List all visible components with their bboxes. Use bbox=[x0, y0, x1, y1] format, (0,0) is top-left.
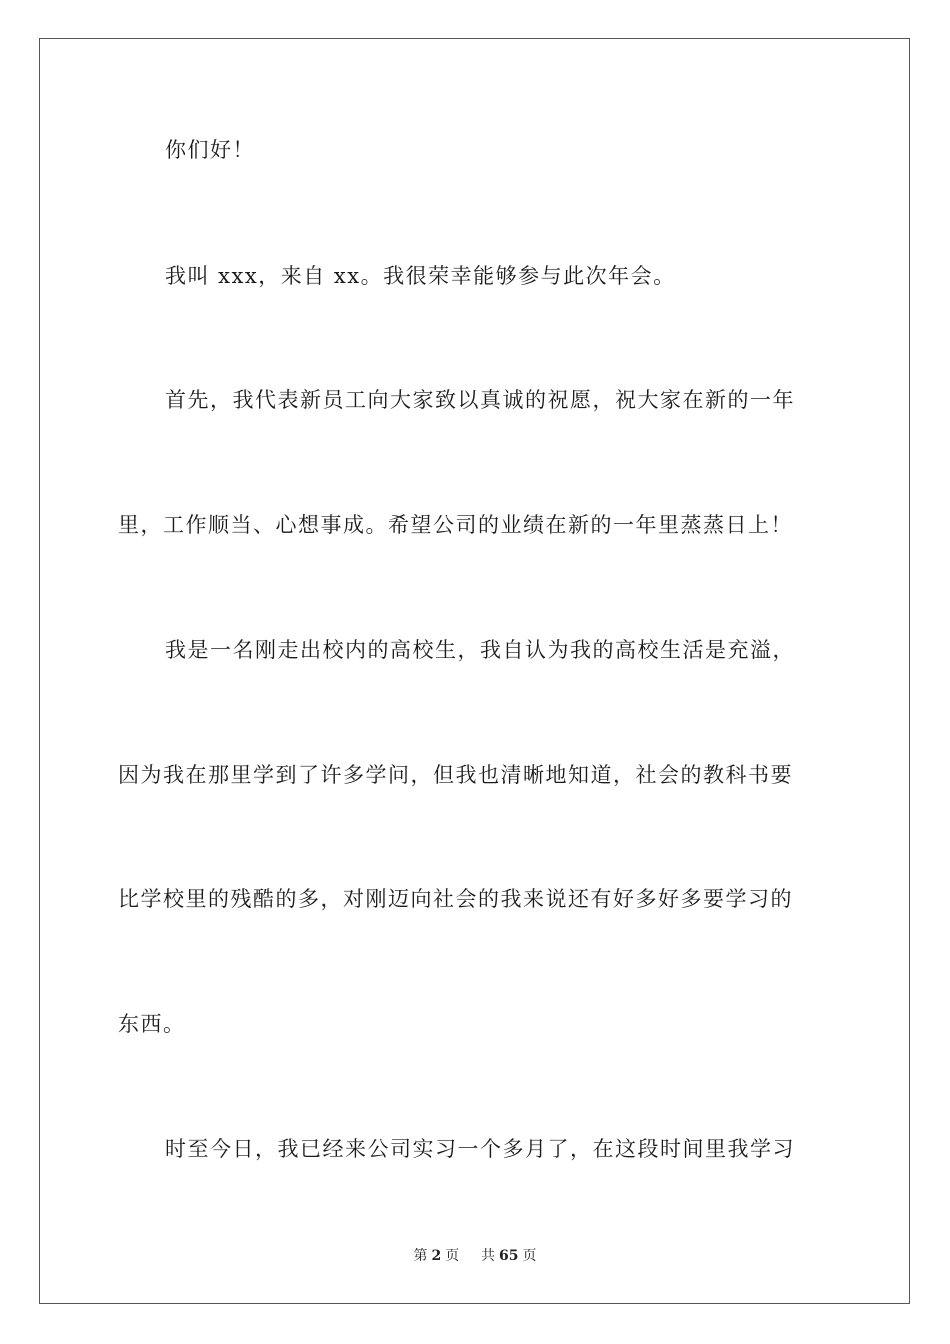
paragraph-line: 因为我在那里学到了许多学问，但我也清晰地知道，社会的教科书要 bbox=[118, 763, 793, 787]
paragraph-line: 里，工作顺当、心想事成。希望公司的业绩在新的一年里蒸蒸日上！ bbox=[118, 513, 793, 537]
footer-prefix: 第 bbox=[413, 1248, 428, 1264]
footer-current-page: 2 bbox=[431, 1248, 442, 1264]
footer-total-prefix: 共 bbox=[481, 1248, 496, 1264]
footer-page-word: 页 bbox=[445, 1248, 460, 1264]
paragraph-line: 首先，我代表新员工向大家致以真诚的祝愿，祝大家在新的一年 bbox=[165, 388, 795, 412]
paragraph-line: 东西。 bbox=[118, 1012, 186, 1036]
footer-total-pages: 65 bbox=[499, 1248, 519, 1264]
paragraph-line: 我叫 xxx，来自 xx。我很荣幸能够参与此次年会。 bbox=[165, 264, 676, 288]
footer-total-suffix: 页 bbox=[522, 1248, 537, 1264]
paragraph-line: 比学校里的残酷的多，对刚迈向社会的我来说还有好多好多要学习的 bbox=[118, 887, 793, 911]
page-border bbox=[39, 38, 910, 1304]
page-footer bbox=[0, 1245, 950, 1265]
paragraph-line: 我是一名刚走出校内的高校生，我自认为我的高校生活是充溢， bbox=[165, 638, 795, 662]
paragraph-line: 你们好！ bbox=[165, 138, 255, 162]
paragraph-line: 时至今日，我已经来公司实习一个多月了，在这段时间里我学习 bbox=[165, 1137, 795, 1161]
